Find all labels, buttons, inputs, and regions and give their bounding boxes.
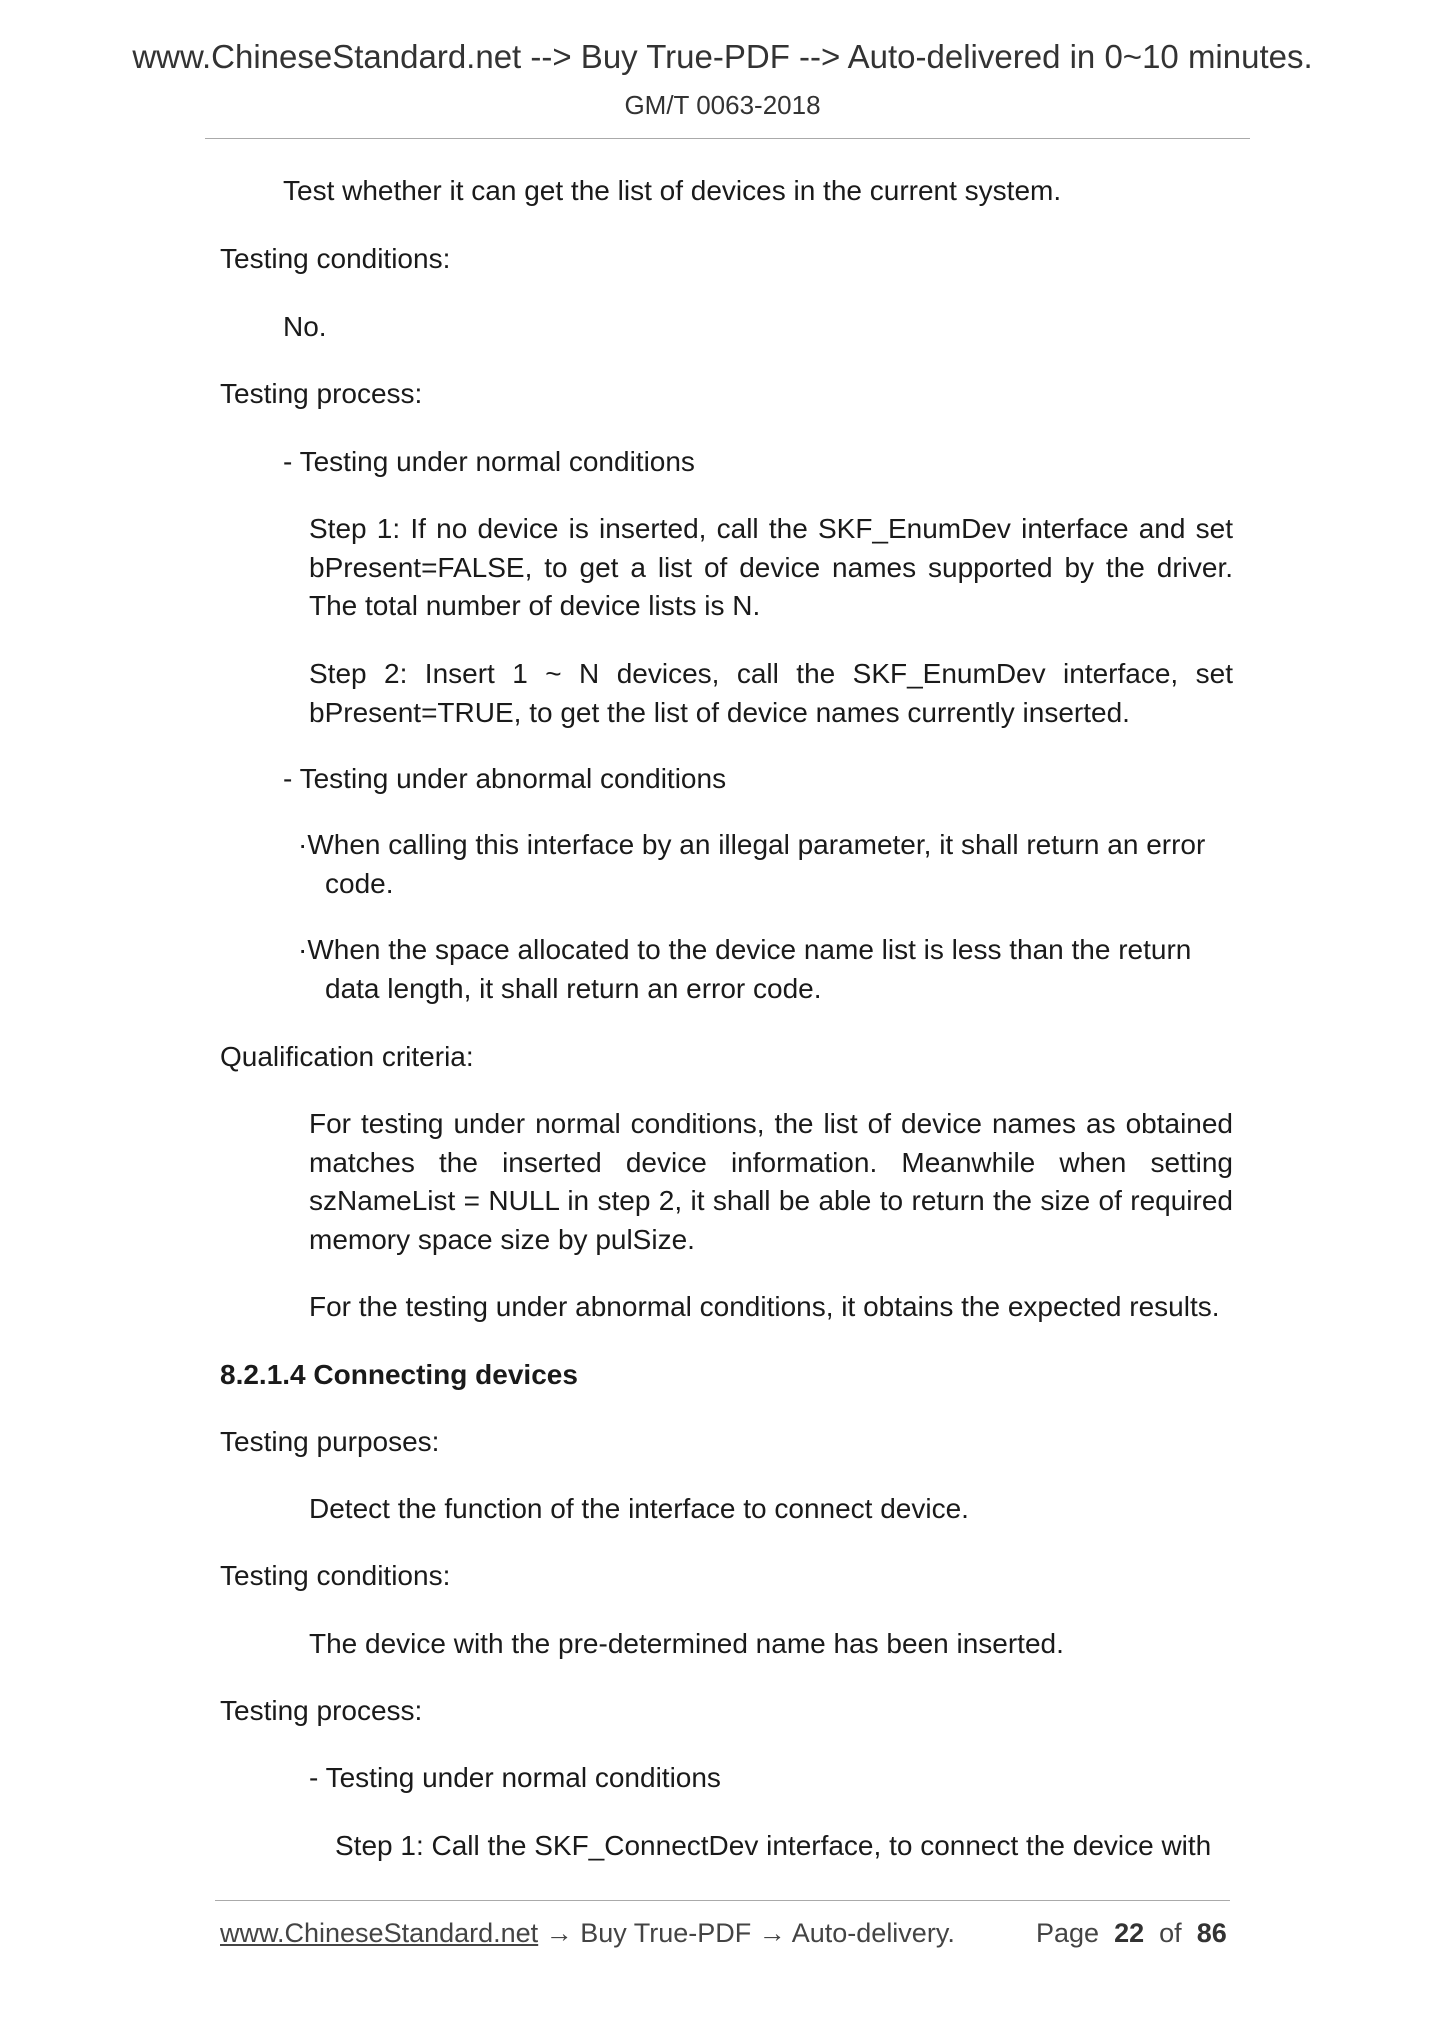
page-number: 22 — [1114, 1918, 1145, 1948]
label-abnormal-conditions: - Testing under abnormal conditions — [283, 763, 727, 794]
footer-divider — [215, 1900, 1230, 1901]
footer-site-link[interactable]: www.ChineseStandard.net — [220, 1918, 539, 1948]
label-testing-process: Testing process: — [220, 378, 423, 409]
footer-links — [220, 1918, 955, 1949]
label-testing-conditions: Testing conditions: — [220, 243, 451, 274]
header-divider — [205, 138, 1250, 139]
section-heading: 8.2.1.4 Connecting devices — [220, 1359, 578, 1390]
label-testing-process-2: Testing process: — [220, 1695, 423, 1726]
bullet-line: ·When calling this interface by an illegal parameter, it shall return an error — [298, 829, 1206, 860]
document-id: GM/T 0063-2018 — [624, 90, 821, 120]
bullet-illegal-parameter — [298, 826, 1233, 903]
paragraph-purpose: Detect the function of the interface to connect device. — [309, 1493, 969, 1524]
paragraph-step-1-connect: Step 1: Call the SKF_ConnectDev interface, to connect the device with — [335, 1830, 1212, 1861]
page-indicator — [1036, 1918, 1227, 1949]
footer-links-text: → Buy True-PDF → Auto-delivery. — [538, 1918, 955, 1948]
label-testing-conditions-2: Testing conditions: — [220, 1560, 451, 1591]
paragraph-condition-2: The device with the pre-determined name has been inserted. — [309, 1628, 1064, 1659]
bullet-line: code. — [325, 867, 394, 899]
paragraph-qualification-normal: For testing under normal conditions, the list of device names as obtained matches the inserted device information. Meanwhile when setting szNameList = NULL in step 2, it shall be able to return the size of required memory space size by pulSize. — [309, 1108, 1233, 1255]
label-normal-conditions: - Testing under normal conditions — [283, 446, 695, 477]
label-qualification-criteria: Qualification criteria: — [220, 1041, 474, 1072]
paragraph-test-list: Test whether it can get the list of devices in the current system. — [283, 175, 1062, 206]
bullet-line: ·When the space allocated to the device name list is less than the return — [298, 934, 1192, 965]
label-normal-conditions-2: - Testing under normal conditions — [309, 1762, 721, 1793]
header-banner: www.ChineseStandard.net --> Buy True-PDF --> Auto-delivered in 0~10 minutes. — [132, 38, 1313, 75]
page-word: Page — [1036, 1918, 1100, 1948]
of-word: of — [1159, 1918, 1182, 1948]
bullet-space-allocated — [298, 931, 1233, 1008]
bullet-line: data length, it shall return an error code. — [325, 972, 822, 1004]
total-pages: 86 — [1196, 1918, 1227, 1948]
label-testing-purposes: Testing purposes: — [220, 1426, 440, 1457]
paragraph-no: No. — [283, 311, 327, 342]
paragraph-qualification-abnormal: For the testing under abnormal conditions, it obtains the expected results. — [309, 1291, 1220, 1322]
paragraph-step-2: Step 2: Insert 1 ~ N devices, call the SKF_EnumDev interface, set bPresent=TRUE, to get the list of device names currently inserted. — [309, 658, 1233, 728]
paragraph-step-1: Step 1: If no device is inserted, call the SKF_EnumDev interface and set bPresent=FALSE, to get a list of device names supported by the driver. The total number of device lists is N. — [309, 513, 1233, 621]
